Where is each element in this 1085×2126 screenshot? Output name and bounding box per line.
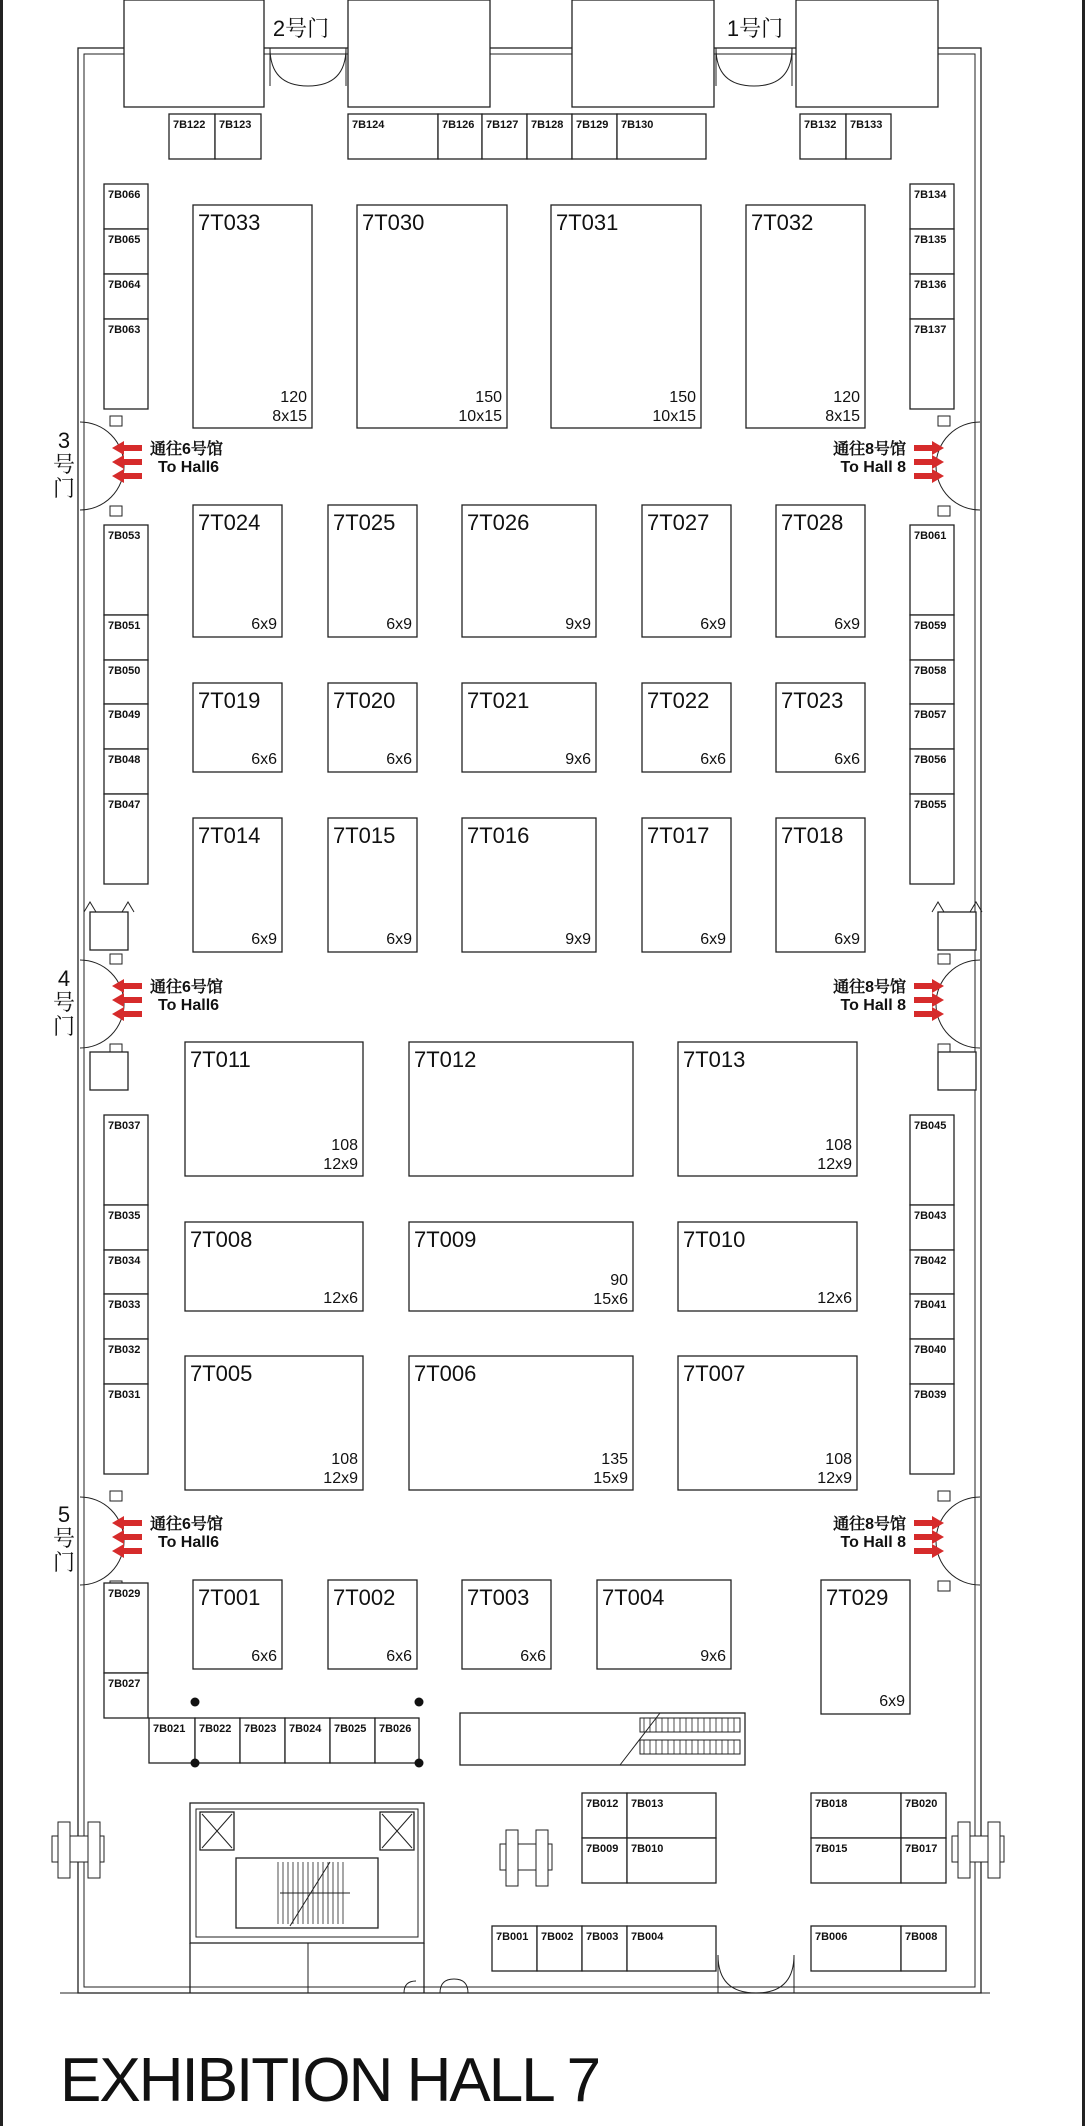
booth-id-7t004: 7T004: [602, 1585, 665, 1610]
booth-id-7b001: 7B001: [496, 1931, 529, 1943]
booth-id-7t031: 7T031: [556, 210, 619, 235]
booth-id-7b123: 7B123: [219, 119, 252, 131]
booth-dims-7t006: 15x9: [593, 1470, 628, 1487]
booth-id-7b013: 7B013: [631, 1798, 664, 1810]
booth-dims-7t023: 6x6: [834, 751, 860, 768]
top-annex-1: [124, 0, 264, 107]
booth-dims-7t004: 9x6: [700, 1648, 726, 1665]
booth-id-7b006: 7B006: [815, 1931, 848, 1943]
top-annex-3: [572, 0, 714, 107]
booth-id-7b033: 7B033: [108, 1299, 141, 1311]
booth-id-7t026: 7T026: [467, 510, 530, 535]
booth-id-7t009: 7T009: [414, 1227, 477, 1252]
lift-box-right-lower: [938, 1052, 976, 1090]
booth-id-7b066: 7B066: [108, 189, 141, 201]
right-direction-en-1: To Hall 8: [840, 459, 906, 476]
left-arrows-1: [112, 441, 142, 483]
booth-id-7t018: 7T018: [781, 823, 844, 848]
booth-id-7b020: 7B020: [905, 1798, 938, 1810]
booth-id-7t010: 7T010: [683, 1227, 746, 1252]
left-direction-en-3: To Hall6: [158, 1534, 220, 1551]
left-arrows-2: [112, 979, 142, 1021]
booth-dims-7t028: 6x9: [834, 616, 860, 633]
booth-id-7b024: 7B024: [289, 1723, 322, 1735]
booth-id-7b003: 7B003: [586, 1931, 619, 1943]
right-door-1: [936, 416, 980, 516]
booth-id-7b039: 7B039: [914, 1389, 947, 1401]
booth-id-7b057: 7B057: [914, 709, 947, 721]
booth-area-7t007: 108: [825, 1451, 852, 1468]
booth-id-7b064: 7B064: [108, 279, 141, 291]
booth-id-7b004: 7B004: [631, 1931, 664, 1943]
booth-id-7b018: 7B018: [815, 1798, 848, 1810]
booth-dims-7t007: 12x9: [817, 1470, 852, 1487]
top-annex-2: [348, 0, 490, 107]
right-door-3: [936, 1491, 980, 1591]
booth-id-7b055: 7B055: [914, 799, 947, 811]
booth-id-7b021: 7B021: [153, 1723, 186, 1735]
booth-dims-7t032: 8x15: [825, 408, 860, 425]
left-direction-en-1: To Hall6: [158, 459, 220, 476]
booth-id-7t022: 7T022: [647, 688, 710, 713]
gate3-label: 3 号门: [52, 428, 76, 501]
booth-id-7t020: 7T020: [333, 688, 396, 713]
booth-dims-7t014: 6x9: [251, 931, 277, 948]
booth-id-7b134: 7B134: [914, 189, 947, 201]
right-door-2: [936, 954, 980, 1054]
left-direction-en-2: To Hall6: [158, 997, 220, 1014]
booth-id-7t011: 7T011: [190, 1047, 251, 1072]
gate1-label: 1号门: [726, 16, 784, 41]
booth-dims-7t010: 12x6: [817, 1290, 852, 1307]
booth-dims-7t025: 6x9: [386, 616, 412, 633]
booth-id-7b065: 7B065: [108, 234, 141, 246]
column-dot-3: [191, 1759, 200, 1768]
booth-id-7b026: 7B026: [379, 1723, 412, 1735]
lift-marks-1: [84, 902, 134, 912]
booth-id-7b048: 7B048: [108, 754, 141, 766]
booth-dims-7t033: 8x15: [272, 408, 307, 425]
booth-id-7b049: 7B049: [108, 709, 141, 721]
booth-id-7b132: 7B132: [804, 119, 837, 131]
booth-dims-7t015: 6x9: [386, 931, 412, 948]
booth-dims-7t019: 6x6: [251, 751, 277, 768]
pavilion-right: [952, 1822, 1004, 1878]
booth-id-7b133: 7B133: [850, 119, 883, 131]
booth-id-7b008: 7B008: [905, 1931, 938, 1943]
booth-dims-7t029: 6x9: [879, 1693, 905, 1710]
booth-area-7t032: 120: [833, 389, 860, 406]
booth-id-7t024: 7T024: [198, 510, 261, 535]
booth-id-7t029: 7T029: [826, 1585, 889, 1610]
booth-id-7t002: 7T002: [333, 1585, 396, 1610]
booth-id-7b130: 7B130: [621, 119, 654, 131]
booth-id-7t012: 7T012: [414, 1047, 477, 1072]
lift-box-left-lower: [90, 1052, 128, 1090]
booth-id-7t013: 7T013: [683, 1047, 746, 1072]
booth-area-7t031: 150: [669, 389, 696, 406]
booth-id-7b045: 7B045: [914, 1120, 947, 1132]
booth-id-7b010: 7B010: [631, 1843, 664, 1855]
lift-box-right-upper: [938, 912, 976, 950]
booth-id-7b002: 7B002: [541, 1931, 574, 1943]
booth-dims-7t002: 6x6: [386, 1648, 412, 1665]
booth-id-7t006: 7T006: [414, 1361, 477, 1386]
booth-id-7t032: 7T032: [751, 210, 814, 235]
booth-id-7b015: 7B015: [815, 1843, 848, 1855]
booth-id-7b056: 7B056: [914, 754, 947, 766]
booth-id-7t023: 7T023: [781, 688, 844, 713]
gate4-label: 4 号门: [52, 966, 76, 1039]
booth-dims-7t020: 6x6: [386, 751, 412, 768]
booth-id-7b047: 7B047: [108, 799, 141, 811]
right-arrows-3: [914, 1516, 944, 1558]
gate5-label: 5 号门: [52, 1502, 76, 1575]
booth-id-7b127: 7B127: [486, 119, 519, 131]
booth-dims-7t031: 10x15: [652, 408, 696, 425]
booth-id-7b122: 7B122: [173, 119, 206, 131]
booth-dims-7t017: 6x9: [700, 931, 726, 948]
left-door-1: [80, 416, 124, 516]
booth-id-7b058: 7B058: [914, 665, 947, 677]
left-direction-cn-3: 通往6号馆: [150, 1516, 223, 1533]
booth-id-7t003: 7T003: [467, 1585, 530, 1610]
booth-id-7b050: 7B050: [108, 665, 141, 677]
booth-id-7b017: 7B017: [905, 1843, 938, 1855]
booth-id-7b063: 7B063: [108, 324, 141, 336]
booth-id-7b043: 7B043: [914, 1210, 947, 1222]
left-direction-cn-2: 通往6号馆: [150, 979, 223, 996]
right-direction-cn-3: 通往8号馆: [833, 1516, 906, 1533]
booth-id-7t021: 7T021: [467, 688, 530, 713]
booth-id-7b128: 7B128: [531, 119, 564, 131]
booth-id-7t007: 7T007: [683, 1361, 746, 1386]
booth-id-7t027: 7T027: [647, 510, 710, 535]
booth-id-7b023: 7B023: [244, 1723, 277, 1735]
booth-dims-7t005: 12x9: [323, 1470, 358, 1487]
booth-dims-7t009: 15x6: [593, 1291, 628, 1308]
booth-id-7b051: 7B051: [108, 620, 141, 632]
booth-id-7b025: 7B025: [334, 1723, 367, 1735]
booth-area-7t005: 108: [331, 1451, 358, 1468]
top-annex-4: [796, 0, 938, 107]
booth-area-7t009: 90: [610, 1272, 628, 1289]
booth-area-7t033: 120: [280, 389, 307, 406]
booth-dims-7t011: 12x9: [323, 1156, 358, 1173]
booth-id-7b061: 7B061: [914, 530, 947, 542]
left-arrows-3: [112, 1516, 142, 1558]
booth-dims-7t024: 6x9: [251, 616, 277, 633]
booth-area-7t011: 108: [331, 1137, 358, 1154]
booth-id-7t005: 7T005: [190, 1361, 253, 1386]
booth-id-7b129: 7B129: [576, 119, 609, 131]
booth-id-7b040: 7B040: [914, 1344, 947, 1356]
booth-id-7b135: 7B135: [914, 234, 947, 246]
booth-id-7b029: 7B029: [108, 1588, 141, 1600]
booth-id-7t019: 7T019: [198, 688, 261, 713]
right-direction-en-2: To Hall 8: [840, 997, 906, 1014]
booth-id-7t030: 7T030: [362, 210, 425, 235]
booth-dims-7t026: 9x9: [565, 616, 591, 633]
booth-dims-7t001: 6x6: [251, 1648, 277, 1665]
hall-title: EXHIBITION HALL 7: [60, 2046, 600, 2115]
booth-dims-7t008: 12x6: [323, 1290, 358, 1307]
gate2-label: 2号门: [272, 16, 330, 41]
booth-id-7t014: 7T014: [198, 823, 261, 848]
booth-id-7b137: 7B137: [914, 324, 947, 336]
column-dot-2: [415, 1698, 424, 1707]
booth-id-7b042: 7B042: [914, 1255, 947, 1267]
booth-dims-7t022: 6x6: [700, 751, 726, 768]
booth-id-7t016: 7T016: [467, 823, 530, 848]
bottom-door-left: [440, 1979, 468, 1993]
booth-id-7t028: 7T028: [781, 510, 844, 535]
booth-id-7b124: 7B124: [352, 119, 385, 131]
booth-id-7b035: 7B035: [108, 1210, 141, 1222]
booth-id-7b053: 7B053: [108, 530, 141, 542]
lift-box-left-upper: [90, 912, 128, 950]
booth-id-7t033: 7T033: [198, 210, 261, 235]
booth-area-7t006: 135: [601, 1451, 628, 1468]
left-door-3: [80, 1491, 124, 1591]
right-arrows-1: [914, 441, 944, 483]
booth-dims-7t013: 12x9: [817, 1156, 852, 1173]
right-arrows-2: [914, 979, 944, 1021]
booth-id-7b032: 7B032: [108, 1344, 141, 1356]
booth-id-7b136: 7B136: [914, 279, 947, 291]
booth-id-7b034: 7B034: [108, 1255, 141, 1267]
booth-id-7t001: 7T001: [198, 1585, 261, 1610]
booth-id-7t015: 7T015: [333, 823, 396, 848]
booth-id-7b059: 7B059: [914, 620, 947, 632]
booth-id-7b031: 7B031: [108, 1389, 141, 1401]
booth-id-7b126: 7B126: [442, 119, 475, 131]
booth-dims-7t027: 6x9: [700, 616, 726, 633]
booth-dims-7t016: 9x9: [565, 931, 591, 948]
booth-id-7b012: 7B012: [586, 1798, 619, 1810]
booth-dims-7t003: 6x6: [520, 1648, 546, 1665]
booth-id-7t008: 7T008: [190, 1227, 253, 1252]
column-dot-4: [415, 1759, 424, 1768]
booth-area-7t030: 150: [475, 389, 502, 406]
booth-id-7b041: 7B041: [914, 1299, 947, 1311]
booth-id-7b022: 7B022: [199, 1723, 232, 1735]
booth-id-7b027: 7B027: [108, 1678, 141, 1690]
left-door-2: [80, 954, 124, 1054]
pavilion-mid: [500, 1830, 552, 1886]
right-direction-cn-2: 通往8号馆: [833, 979, 906, 996]
booth-id-7t025: 7T025: [333, 510, 396, 535]
booth-dims-7t030: 10x15: [458, 408, 502, 425]
booth-id-7b037: 7B037: [108, 1120, 141, 1132]
right-direction-cn-1: 通往8号馆: [833, 441, 906, 458]
booth-dims-7t021: 9x6: [565, 751, 591, 768]
right-direction-en-3: To Hall 8: [840, 1534, 906, 1551]
booth-id-7t017: 7T017: [647, 823, 710, 848]
column-dot-1: [191, 1698, 200, 1707]
booth-id-7b009: 7B009: [586, 1843, 619, 1855]
left-direction-cn-1: 通往6号馆: [150, 441, 223, 458]
booth-dims-7t018: 6x9: [834, 931, 860, 948]
booth-area-7t013: 108: [825, 1137, 852, 1154]
